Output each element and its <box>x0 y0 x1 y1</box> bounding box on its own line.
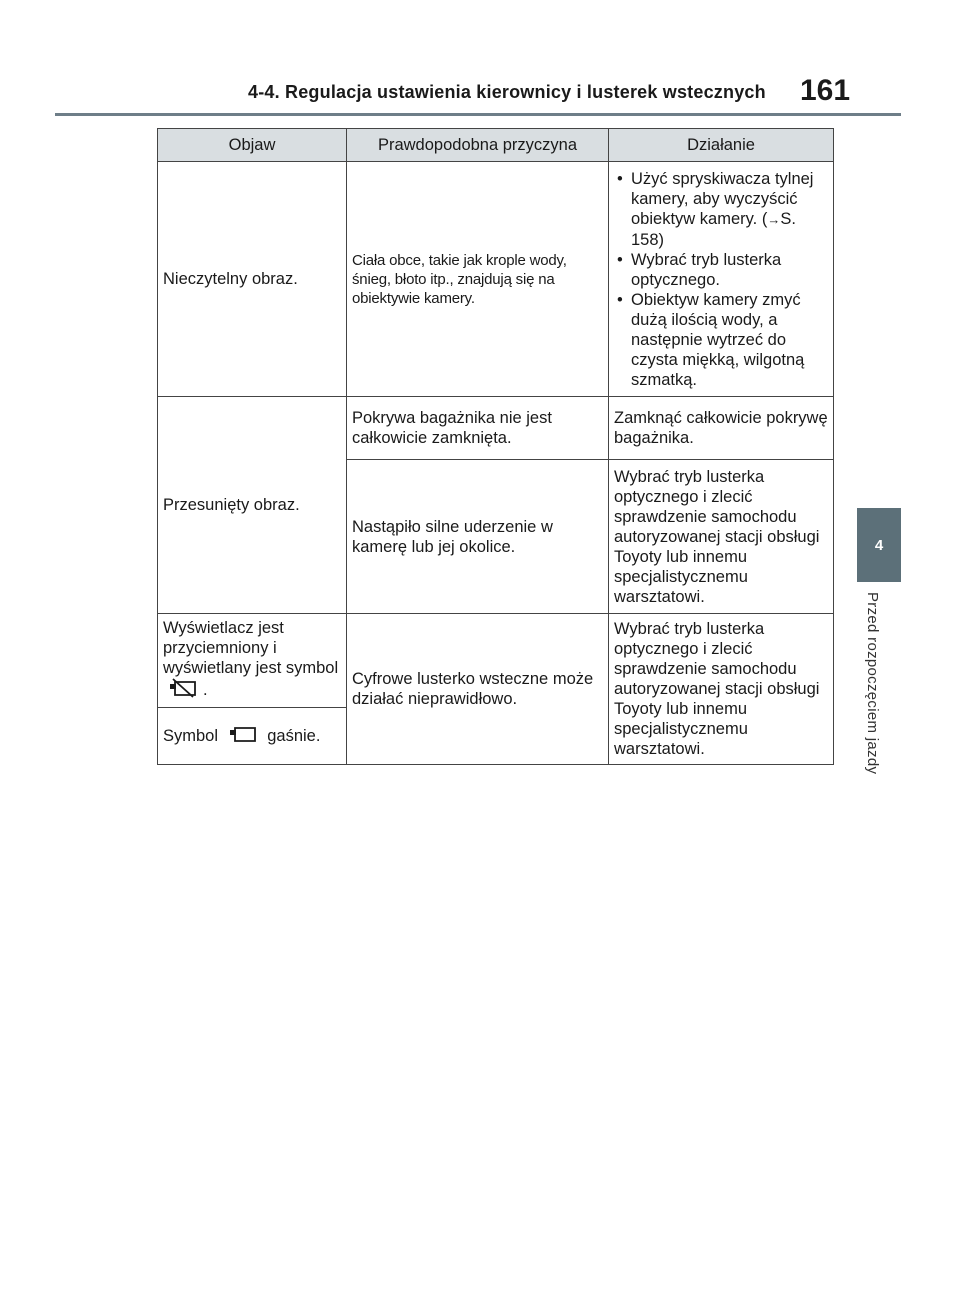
cause-cell: Cyfrowe lusterko wsteczne może działać nieprawidłowo. <box>347 614 609 765</box>
page-number: 161 <box>800 74 851 107</box>
table-header-row <box>158 129 834 162</box>
symptom-text-end: . <box>203 680 208 699</box>
list-item: • Obiektyw kamery zmyć dużą ilością wody, a następnie wytrzeć do czysta miękką, wilgotną szmatką. <box>614 290 828 390</box>
cause-cell: Nastąpiło silne uderzenie w kamerę lub jej okolice. <box>347 460 609 614</box>
table-row <box>158 397 834 460</box>
action-cell: Wybrać tryb lusterka optycznego i zlecić sprawdzenie samochodu autoryzowanej stacji obsługi Toyoty lub innemu specjalistycznemu warsztatowi. <box>609 460 834 614</box>
symptom-cell <box>158 614 347 708</box>
action-cell: Zamknąć całkowicie pokrywę bagażnika. <box>609 397 834 460</box>
column-header-cause: Prawdopodobna przyczyna <box>347 129 609 162</box>
header-divider <box>55 113 901 116</box>
chapter-tab <box>857 508 901 582</box>
action-text: Użyć spryskiwacza tylnej kamery, aby wyczyścić obiektyw kamery. ( <box>631 169 814 228</box>
action-list <box>614 169 828 390</box>
symptom-text: Symbol <box>163 726 219 745</box>
camera-crossed-icon <box>169 678 197 703</box>
table-row <box>158 614 834 708</box>
symptom-cell <box>158 708 347 765</box>
page-reference: S. 158) <box>631 209 796 249</box>
symptom-cell: Nieczytelny obraz. <box>158 162 347 397</box>
column-header-action: Działanie <box>609 129 834 162</box>
column-header-symptom: Objaw <box>158 129 347 162</box>
symptom-cell: Przesunięty obraz. <box>158 397 347 614</box>
symptom-text-end: gaśnie. <box>267 726 321 745</box>
camera-icon <box>229 725 257 748</box>
list-item <box>614 169 828 250</box>
page-reference-arrow-icon: → <box>767 211 781 227</box>
section-title: 4-4. Regulacja ustawienia kierownicy i lusterek wstecznych <box>248 82 766 102</box>
symptom-text: Wyświetlacz jest przyciemniony i wyświetlany jest symbol <box>163 619 339 677</box>
table-row <box>158 162 834 397</box>
chapter-number: 4 <box>874 536 884 554</box>
cause-cell: Ciała obce, takie jak krople wody, śnieg, błoto itp., znajdują się na obiektywie kamery. <box>347 162 609 397</box>
action-cell: Wybrać tryb lusterka optycznego i zlecić sprawdzenie samochodu autoryzowanej stacji obsługi Toyoty lub innemu specjalistycznemu warsztatowi. <box>609 614 834 765</box>
cause-cell: Pokrywa bagażnika nie jest całkowicie zamknięta. <box>347 397 609 460</box>
chapter-title: Przed rozpoczęciem jazdy <box>864 592 881 775</box>
list-item: • Wybrać tryb lusterka optycznego. <box>614 250 828 290</box>
action-cell <box>609 162 834 397</box>
troubleshooting-table <box>157 128 834 765</box>
